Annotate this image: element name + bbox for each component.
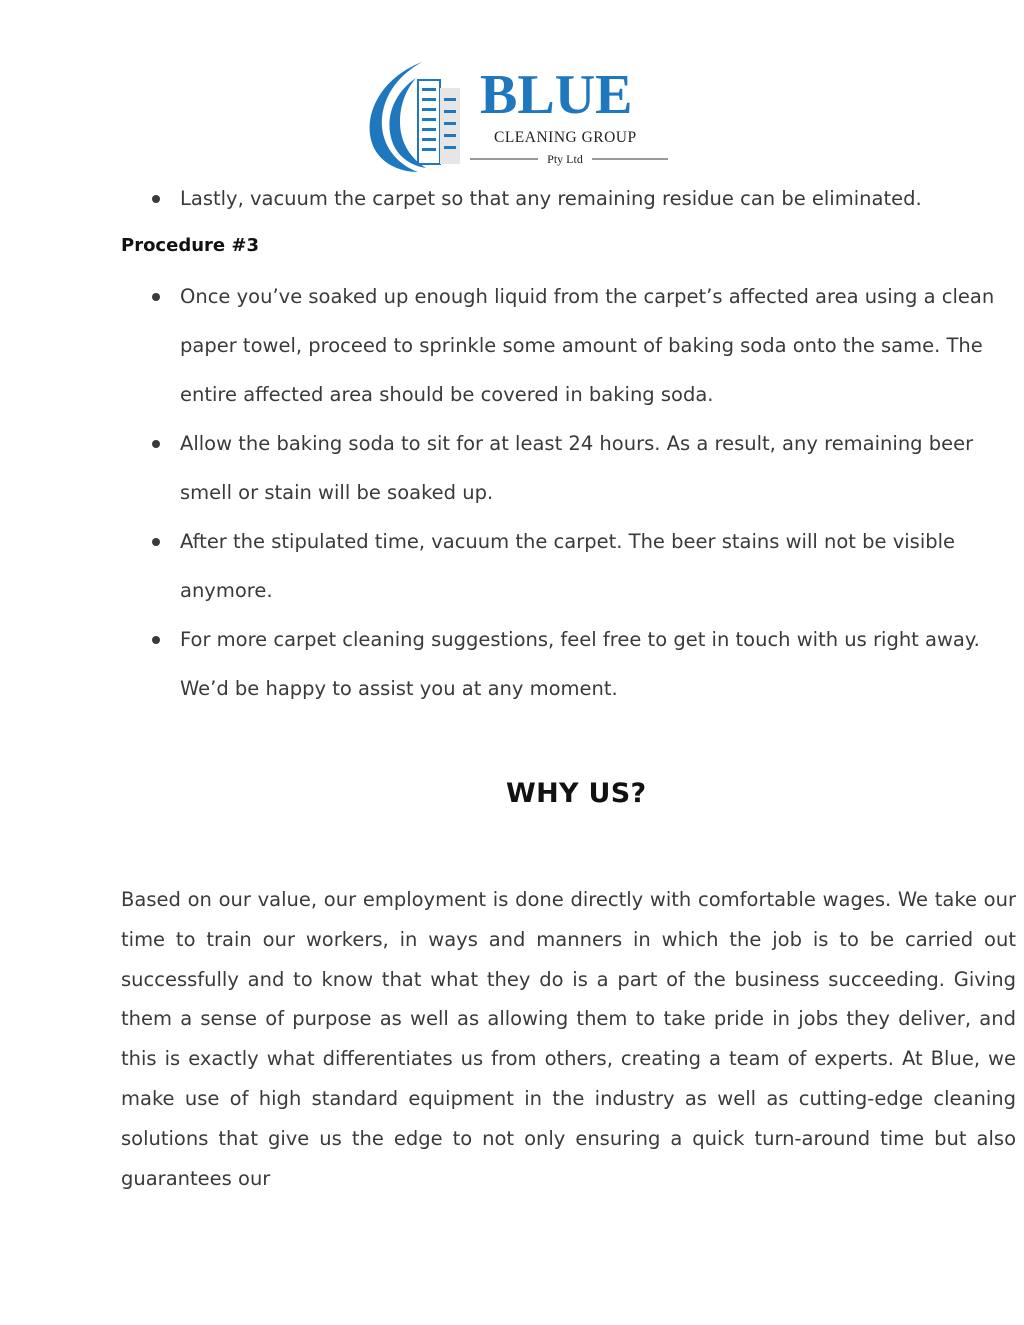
list-item: Once you’ve soaked up enough liquid from the carpet’s affected area using a clean paper towel, proceed to sprinkle some amount of baking soda onto the same. The entire affected area should be covered in baking soda. — [121, 272, 1016, 419]
logo-brand-text: BLUE — [480, 64, 633, 126]
previous-procedure-list — [121, 174, 1016, 223]
blue-cleaning-logo-graphic — [360, 58, 672, 174]
list-item: For more carpet cleaning suggestions, feel free to get in touch with us right away. We’d be happy to assist you at any moment. — [121, 615, 1016, 713]
logo-subtitle-text: CLEANING GROUP — [494, 129, 637, 146]
why-us-heading: WHY US? — [506, 778, 647, 809]
list-item: After the stipulated time, vacuum the carpet. The beer stains will not be visible anymore. — [121, 517, 1016, 615]
company-logo — [360, 58, 672, 174]
list-item: Allow the baking soda to sit for at least 24 hours. As a result, any remaining beer smell or stain will be soaked up. — [121, 419, 1016, 517]
why-us-paragraph: Based on our value, our employment is done directly with comfortable wages. We take our time to train our workers, in ways and manners in which the job is to be carried out successfully and to know that what they do is a part of the business succeeding. Giving them a sense of purpose as well as allowing them to take pride in jobs they deliver, and this is exactly what differentiates us from others, creating a team of experts. At Blue, we make use of high standard equipment in the industry as well as cutting-edge cleaning solutions that give us the edge to not only ensuring a quick turn-around time but also guarantees our — [121, 888, 1016, 1190]
logo-suffix-text: Pty Ltd — [547, 152, 583, 166]
procedure-heading: Procedure #3 — [121, 235, 259, 256]
list-item: Lastly, vacuum the carpet so that any remaining residue can be eliminated. — [121, 174, 1016, 223]
procedure-3-list — [121, 272, 1016, 713]
